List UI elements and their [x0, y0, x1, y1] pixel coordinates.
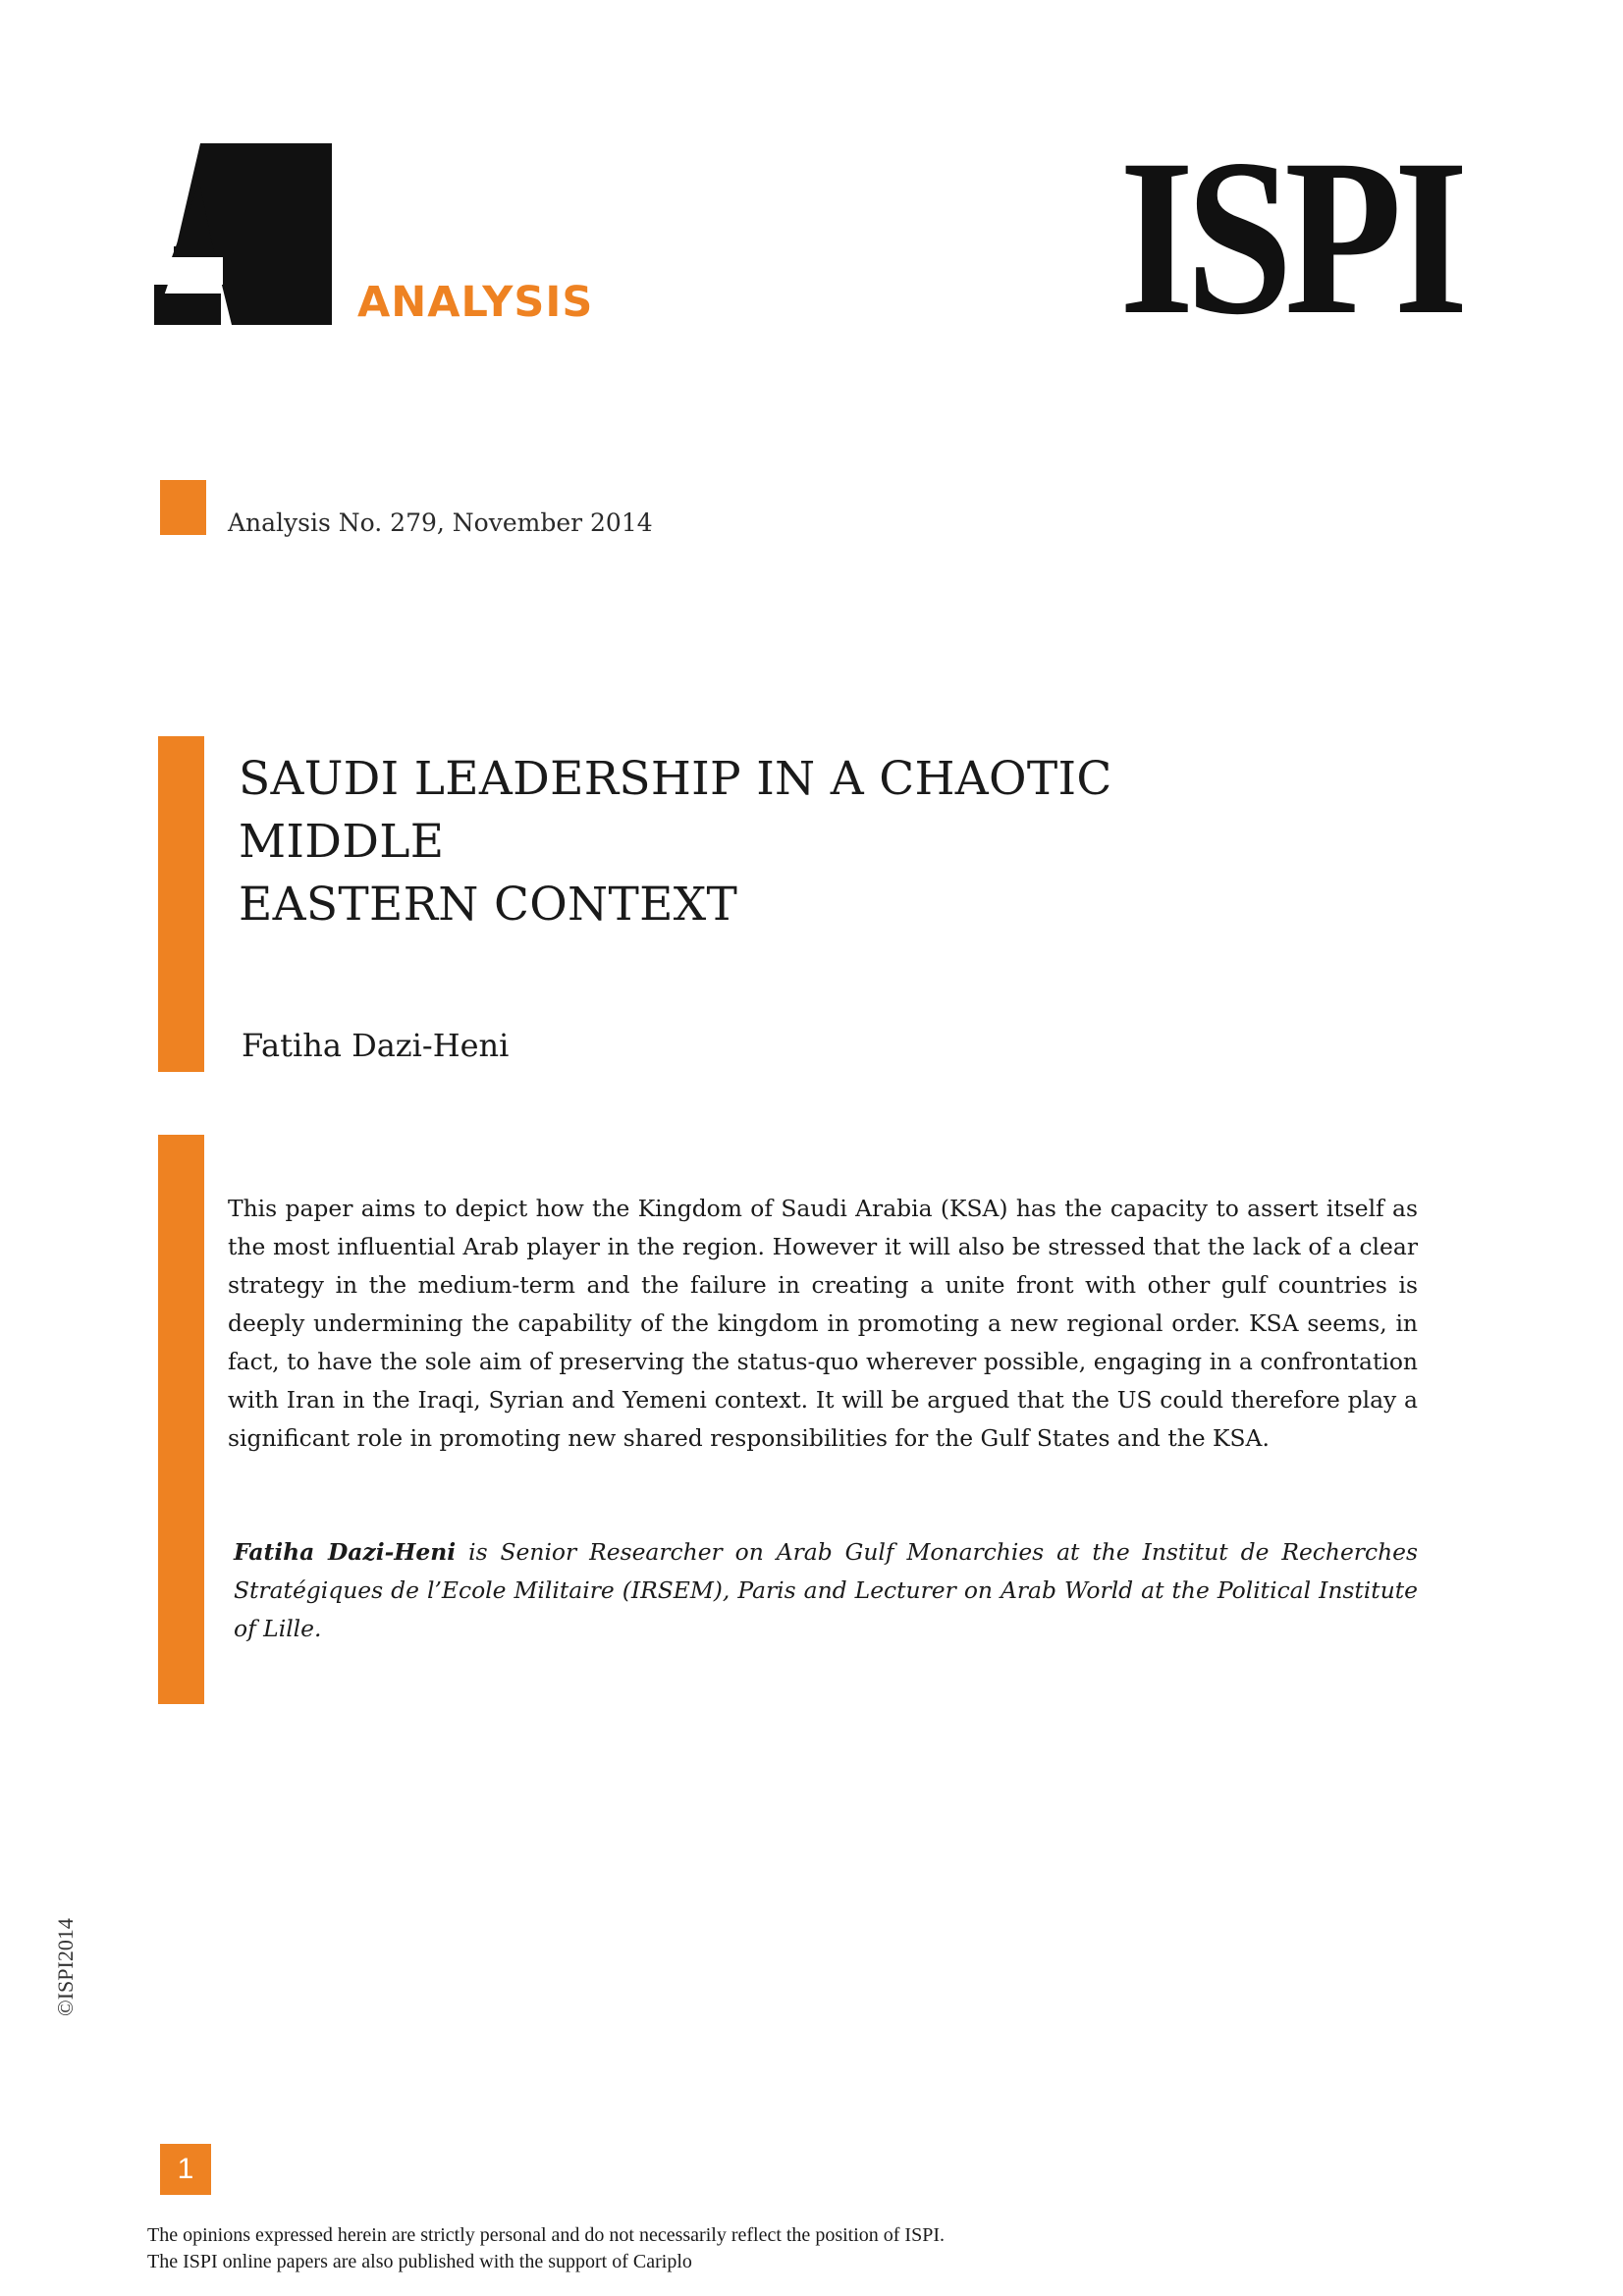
analysis-a-logo-icon: [154, 143, 332, 325]
footer-disclaimer-line-2: The ISPI online papers are also published with the support of Cariplo: [147, 2251, 692, 2272]
article-title-line-1: SAUDI LEADERSHIP IN A CHAOTIC MIDDLE: [239, 752, 1112, 869]
issue-line: Analysis No. 279, November 2014: [228, 508, 653, 537]
abstract-accent-bar: [158, 1135, 204, 1704]
ispi-logo: ISPI: [1119, 114, 1461, 361]
article-title-line-2: EASTERN CONTEXT: [239, 878, 738, 932]
abstract-paragraph: This paper aims to depict how the Kingdom of Saudi Arabia (KSA) has the capacity to assert itself as the most influential Arab player in the region. However it will also be stressed that the lack of a clear strategy in the medium-term and the failure in creating a unite front with other gulf countries is deeply undermining the capability of the kingdom in promoting a new regional order. KSA seems, in fact, to have the sole aim of preserving the status-quo wherever possible, engaging in a confrontation with Iran in the Iraqi, Syrian and Yemeni context. It will be argued that the US could therefore play a significant role in promoting new shared responsibilities for the Gulf States and the KSA.: [228, 1195, 1418, 1452]
title-accent-bar: [158, 736, 204, 1072]
analysis-series-label: ANALYSIS: [357, 278, 594, 327]
page-number: 1: [160, 2144, 211, 2195]
footer-disclaimer: [147, 2222, 1424, 2275]
author-bio-text: is Senior Researcher on Arab Gulf Monarchies at the Institut de Recherches Stratégiques de l’Ecole Militaire (IRSEM), Paris and Lecturer on Arab World at the Political Institute of Lille.: [234, 1538, 1418, 1642]
footer-disclaimer-line-1: The opinions expressed herein are strictly personal and do not necessarily reflect the position of ISPI.: [147, 2224, 945, 2246]
article-title: [239, 748, 1299, 936]
author-bio: [234, 1533, 1418, 1648]
copyright-notice: ©ISPI2014: [53, 1918, 78, 2016]
meta-accent-square: [160, 480, 206, 535]
article-author: Fatiha Dazi-Heni: [242, 1027, 510, 1064]
author-bio-name: Fatiha Dazi-Heni: [234, 1538, 457, 1566]
